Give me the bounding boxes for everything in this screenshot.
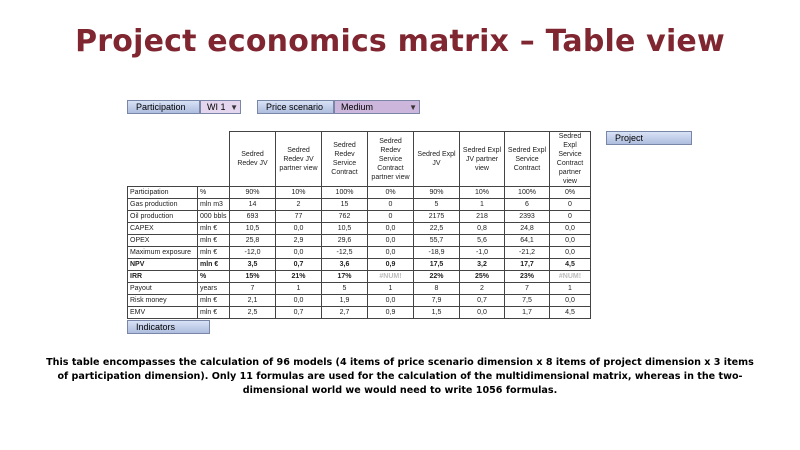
- participation-value: WI 1: [207, 102, 226, 112]
- table-cell: 693: [230, 211, 276, 223]
- table-cell: 7: [230, 283, 276, 295]
- page-title: Project economics matrix – Table view: [75, 24, 725, 59]
- table-cell: 0,0: [276, 247, 322, 259]
- column-header: Sedred Redev JV: [230, 132, 276, 187]
- column-header: Sedred Redev JV partner view: [276, 132, 322, 187]
- table-cell: 1: [276, 283, 322, 295]
- column-header: Sedred Expl Service Contract: [505, 132, 550, 187]
- table-cell: 5: [414, 199, 460, 211]
- row-unit: mln €: [198, 223, 230, 235]
- table-cell: 24,8: [505, 223, 550, 235]
- table-row: [128, 307, 591, 319]
- table-cell: 0,9: [368, 259, 414, 271]
- row-unit: mln €: [198, 307, 230, 319]
- table-row: [128, 235, 591, 247]
- table-row: [128, 283, 591, 295]
- table-cell: 25%: [460, 271, 505, 283]
- row-unit: %: [198, 271, 230, 283]
- table-cell: -18,9: [414, 247, 460, 259]
- table-cell: 1: [550, 283, 591, 295]
- table-cell: 0,0: [276, 223, 322, 235]
- table-cell: 2: [276, 199, 322, 211]
- table-cell: 218: [460, 211, 505, 223]
- table-cell: 55,7: [414, 235, 460, 247]
- table-cell: 64,1: [505, 235, 550, 247]
- table-cell: 22,5: [414, 223, 460, 235]
- table-cell: 14: [230, 199, 276, 211]
- row-unit: years: [198, 283, 230, 295]
- table-cell: 100%: [322, 187, 368, 199]
- table-cell: 2,5: [230, 307, 276, 319]
- table-cell: #NUM!: [368, 271, 414, 283]
- table-cell: -12,0: [230, 247, 276, 259]
- column-header: Sedred Expl Service Contract partner view: [550, 132, 591, 187]
- table-cell: 3,2: [460, 259, 505, 271]
- participation-label: Participation: [127, 100, 200, 114]
- table-cell: 762: [322, 211, 368, 223]
- table-cell: 0,7: [276, 259, 322, 271]
- table-cell: 2,1: [230, 295, 276, 307]
- table-body: [128, 187, 591, 319]
- table-row: [128, 187, 591, 199]
- row-unit: mln €: [198, 295, 230, 307]
- economics-matrix-table: [127, 131, 591, 319]
- chevron-down-icon: ▼: [230, 103, 238, 112]
- price-scenario-label: Price scenario: [257, 100, 334, 114]
- table-cell: 0,0: [368, 295, 414, 307]
- chevron-down-icon: ▼: [409, 103, 417, 112]
- row-label: Payout: [128, 283, 198, 295]
- table-cell: 15%: [230, 271, 276, 283]
- table-cell: 1: [368, 283, 414, 295]
- table-cell: 0,9: [368, 307, 414, 319]
- row-label: EMV: [128, 307, 198, 319]
- table-cell: 1,9: [322, 295, 368, 307]
- table-cell: 0,0: [276, 295, 322, 307]
- table-cell: 77: [276, 211, 322, 223]
- table-cell: 17,5: [414, 259, 460, 271]
- row-unit: 000 bbls: [198, 211, 230, 223]
- table-cell: 0: [368, 199, 414, 211]
- table-row: [128, 259, 591, 271]
- column-header: Sedred Redev Service Contract partner view: [368, 132, 414, 187]
- table-cell: 29,6: [322, 235, 368, 247]
- table-cell: 17%: [322, 271, 368, 283]
- table-cell: 23%: [505, 271, 550, 283]
- indicators-dimension-button[interactable]: Indicators: [127, 320, 210, 334]
- table-row: [128, 199, 591, 211]
- table-cell: 0,0: [460, 307, 505, 319]
- table-cell: 0,8: [460, 223, 505, 235]
- table-cell: 5: [322, 283, 368, 295]
- table-cell: 2175: [414, 211, 460, 223]
- row-unit: mln m3: [198, 199, 230, 211]
- table-cell: 4,5: [550, 259, 591, 271]
- header-blank-cell: [128, 132, 230, 187]
- table-row: [128, 247, 591, 259]
- table-cell: 90%: [230, 187, 276, 199]
- table-cell: 5,6: [460, 235, 505, 247]
- table-cell: 8: [414, 283, 460, 295]
- row-label: Risk money: [128, 295, 198, 307]
- table-cell: 10,5: [322, 223, 368, 235]
- table-cell: 0,0: [550, 223, 591, 235]
- table-cell: 3,5: [230, 259, 276, 271]
- table-row: [128, 211, 591, 223]
- row-label: Gas production: [128, 199, 198, 211]
- table-cell: 90%: [414, 187, 460, 199]
- row-label: CAPEX: [128, 223, 198, 235]
- row-unit: mln €: [198, 235, 230, 247]
- table-cell: 7: [505, 283, 550, 295]
- table-cell: 3,6: [322, 259, 368, 271]
- row-unit: mln €: [198, 247, 230, 259]
- project-dimension-button[interactable]: Project: [606, 131, 692, 145]
- table-cell: 0,7: [276, 307, 322, 319]
- table-cell: 2: [460, 283, 505, 295]
- table-cell: 0,0: [550, 295, 591, 307]
- table-cell: 17,7: [505, 259, 550, 271]
- table-cell: 0: [550, 211, 591, 223]
- table-cell: 7,9: [414, 295, 460, 307]
- table-cell: 0: [550, 199, 591, 211]
- participation-dropdown[interactable]: [200, 100, 241, 114]
- table-cell: #NUM!: [550, 271, 591, 283]
- table-cell: 2,9: [276, 235, 322, 247]
- table-cell: 1: [460, 199, 505, 211]
- table-cell: 0%: [550, 187, 591, 199]
- table-cell: 6: [505, 199, 550, 211]
- row-label: Participation: [128, 187, 198, 199]
- table-cell: 25,8: [230, 235, 276, 247]
- caption-text: This table encompasses the calculation of 96 models (4 items of price scenario dimension x 8 items of project dimension x 3 items of participation dimension). Only 11 formulas are used for the calculation of the multidimensional matrix, whereas in the two-dimensional world we would need to write 1056 formulas.: [46, 357, 754, 396]
- table-header-row: [128, 132, 591, 187]
- row-label: Maximum exposure: [128, 247, 198, 259]
- row-label: Oil production: [128, 211, 198, 223]
- column-header: Sedred Expl JV partner view: [460, 132, 505, 187]
- table-cell: 0,7: [460, 295, 505, 307]
- table-cell: 2393: [505, 211, 550, 223]
- row-unit: mln €: [198, 259, 230, 271]
- column-header: Sedred Expl JV: [414, 132, 460, 187]
- table-cell: 22%: [414, 271, 460, 283]
- table-row: [128, 295, 591, 307]
- row-label: NPV: [128, 259, 198, 271]
- table-row: [128, 271, 591, 283]
- row-label: OPEX: [128, 235, 198, 247]
- table-cell: 0: [368, 211, 414, 223]
- table-cell: 15: [322, 199, 368, 211]
- table-cell: 100%: [505, 187, 550, 199]
- price-scenario-value: Medium: [341, 102, 374, 112]
- table-cell: 0,0: [368, 235, 414, 247]
- table-cell: 2,7: [322, 307, 368, 319]
- table-cell: -21,2: [505, 247, 550, 259]
- table-cell: 1,7: [505, 307, 550, 319]
- price-scenario-dropdown[interactable]: [334, 100, 420, 114]
- table-cell: -1,0: [460, 247, 505, 259]
- row-unit: %: [198, 187, 230, 199]
- table-cell: 10%: [276, 187, 322, 199]
- table-cell: 0,0: [368, 247, 414, 259]
- table-cell: 0%: [368, 187, 414, 199]
- table-cell: 0,0: [550, 247, 591, 259]
- table-cell: 0,0: [550, 235, 591, 247]
- table-cell: 1,5: [414, 307, 460, 319]
- table-cell: 10%: [460, 187, 505, 199]
- table-cell: -12,5: [322, 247, 368, 259]
- table-cell: 7,5: [505, 295, 550, 307]
- table-cell: 0,0: [368, 223, 414, 235]
- row-label: IRR: [128, 271, 198, 283]
- column-header: Sedred Redev Service Contract: [322, 132, 368, 187]
- table-row: [128, 223, 591, 235]
- table-cell: 21%: [276, 271, 322, 283]
- table-cell: 4,5: [550, 307, 591, 319]
- table-cell: 10,5: [230, 223, 276, 235]
